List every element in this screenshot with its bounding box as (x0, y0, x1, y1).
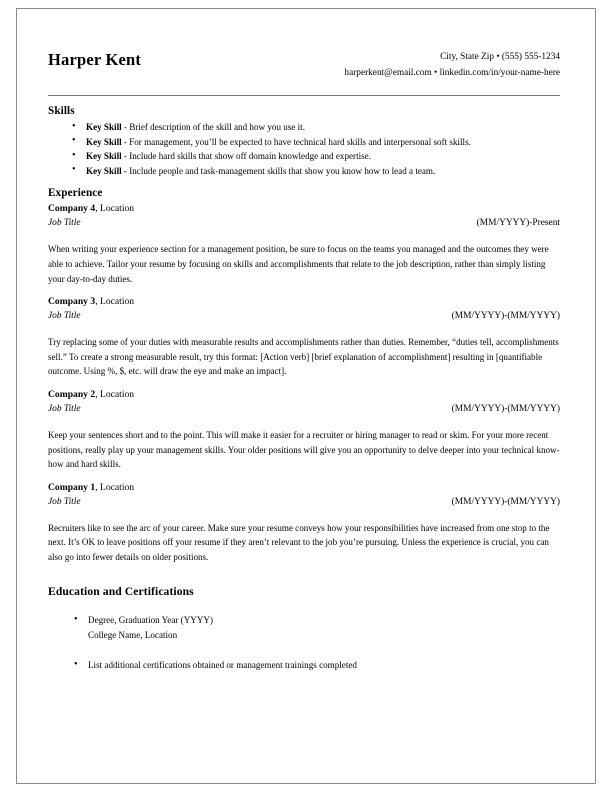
skill-text: Include hard skills that show off domain knowledge and expertise. (129, 151, 371, 162)
job-description: Try replacing some of your duties with measurable results and accomplishments rather than duties. Remember, “duties tell, accomplishments sell.” To create a strong measurable result, try this format: [Action verb] [brief explanation of accomplishment] resulting in [quantifiable outcome. Using %, $, etc. will draw the eye and make an impact]. (48, 337, 559, 377)
experience-entry (48, 481, 560, 565)
company-name: Company 2 (48, 388, 96, 400)
company-name: Company 3 (48, 296, 96, 308)
contact-block (344, 46, 560, 81)
skill-label: Key Skill (86, 165, 122, 176)
job-dates: (MM/YYYY)-(MM/YYYY) (451, 311, 560, 322)
list-item (48, 120, 560, 135)
job-company-line (48, 388, 560, 402)
education-degree: Degree, Graduation Year (YYYY) (88, 614, 213, 625)
resume-content (48, 46, 560, 688)
section-title-education: Education and Certifications (48, 584, 194, 598)
job-company-line (48, 202, 560, 216)
section-title-experience: Experience (48, 187, 103, 200)
section-education (48, 585, 560, 673)
experience-entry (48, 295, 560, 379)
job-title-dates-line (48, 402, 560, 416)
skill-separator: - (121, 122, 130, 132)
education-school: College Name, Location (88, 629, 178, 640)
job-description: When writing your experience section for a management position, be sure to focus on the teams you managed and the outcomes they were able to achieve. Tailor your resume by focusing on skills and accomplishments that relate to the job description, rather than simply listing your day-to-day duties. (48, 244, 549, 284)
job-title-dates-line (48, 495, 560, 509)
skills-list (48, 120, 560, 178)
skill-text: Include people and task-management skills that show you know how to lead a team. (129, 165, 436, 176)
skill-separator: - (121, 165, 130, 176)
job-dates: (MM/YYYY)-(MM/YYYY) (451, 403, 560, 414)
contact-line-email-linkedin: harperkent@email.com • linkedin.com/in/your-name-here (344, 67, 560, 78)
experience-entry (48, 202, 560, 286)
skill-separator: - (121, 151, 130, 162)
job-description: Keep your sentences short and to the point. This will make it easier for a recruiter or hiring manager to read or skim. For your more recent positions, really play up your management skills. Your older positions will give you an opportunity to delve deeper into your technical know-how and hard skills. (48, 429, 560, 470)
contact-line-location-phone: City, State Zip • (555) 555-1234 (440, 52, 560, 62)
section-experience (48, 186, 560, 564)
job-company-line (48, 295, 560, 309)
job-title-dates-line (48, 309, 560, 323)
skill-text: For management, you’ll be expected to have technical hard skills and interpersonal soft skills. (129, 136, 471, 147)
section-title-skills: Skills (48, 105, 75, 117)
company-location: , Location (95, 203, 135, 215)
job-title: Job Title (48, 496, 81, 507)
list-item (48, 613, 560, 643)
company-location: , Location (95, 296, 135, 308)
section-skills (48, 104, 560, 178)
list-item (48, 135, 560, 150)
candidate-name: Harper Kent (48, 50, 142, 69)
job-dates: (MM/YYYY)-(MM/YYYY) (451, 496, 560, 507)
skill-text: Brief description of the skill and how you use it. (129, 122, 305, 132)
job-company-line (48, 481, 560, 495)
header-divider (48, 95, 560, 96)
resume-header (48, 46, 560, 81)
list-item (48, 164, 560, 179)
company-name: Company 4 (48, 203, 96, 215)
list-item (48, 658, 560, 673)
company-location: , Location (95, 388, 135, 400)
company-location: , Location (95, 481, 135, 493)
job-dates: (MM/YYYY)-Present (476, 218, 560, 229)
job-title-dates-line (48, 216, 560, 230)
skill-label: Key Skill (86, 122, 122, 132)
company-name: Company 1 (48, 481, 96, 493)
education-list (48, 613, 560, 673)
job-title: Job Title (48, 218, 81, 229)
experience-entry (48, 388, 560, 472)
job-title: Job Title (48, 403, 81, 414)
job-title: Job Title (48, 311, 81, 322)
skill-label: Key Skill (86, 136, 122, 147)
skill-separator: - (121, 136, 130, 147)
skill-label: Key Skill (86, 151, 122, 162)
job-description: Recruiters like to see the arc of your career. Make sure your resume conveys how your responsibilities have increased from one stop to the next. It’s OK to leave positions off your resume if they aren’t relevant to the job you’re pursuing. Unless the experience is crucial, you can also go into fewer details on older positions. (48, 522, 550, 562)
list-item (48, 149, 560, 164)
certifications-note: List additional certifications obtained or management trainings completed (88, 659, 357, 670)
